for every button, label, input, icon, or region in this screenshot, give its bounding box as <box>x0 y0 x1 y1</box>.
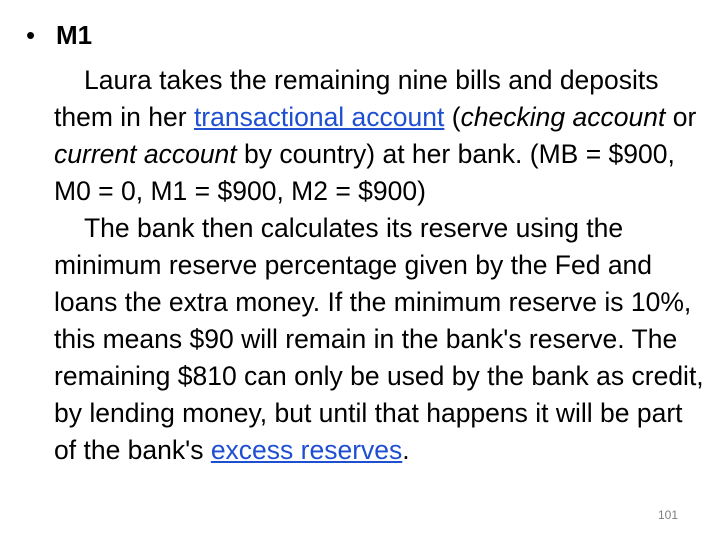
heading-title: M1 <box>56 20 93 50</box>
paragraph1-text-3: or <box>665 102 697 132</box>
checking-account-text: checking account <box>460 102 666 132</box>
slide-body <box>54 62 704 469</box>
transactional-account-link[interactable]: transactional account <box>193 102 445 132</box>
slide-heading <box>26 20 92 51</box>
paragraph-reserve <box>54 210 704 469</box>
paragraph-deposit <box>54 62 704 210</box>
paragraph1-text-4: by country) at her bank. (MB = $900, M0 = 0, M1 = $900, M2 = $900) <box>54 139 675 206</box>
paragraph1-text-2: ( <box>444 102 461 132</box>
excess-reserves-link[interactable]: excess reserves <box>210 435 403 465</box>
paragraph2-text-1: The bank then calculates its reserve using the minimum reserve percentage given by the Fed and loans the extra money. If the minimum reserve is 10%, this means $90 will remain in the bank's reserve. The remaining $810 can only be used by the bank as credit, by lending money, but until that happens it will be part of the bank's <box>54 213 704 465</box>
paragraph2-text-2: . <box>402 435 410 465</box>
page-number: 101 <box>657 508 678 522</box>
current-account-text: current account <box>54 139 237 169</box>
bullet-icon: • <box>26 20 36 50</box>
paragraph1-text-1: Laura takes the remaining nine bills and deposits them in her <box>54 65 659 132</box>
